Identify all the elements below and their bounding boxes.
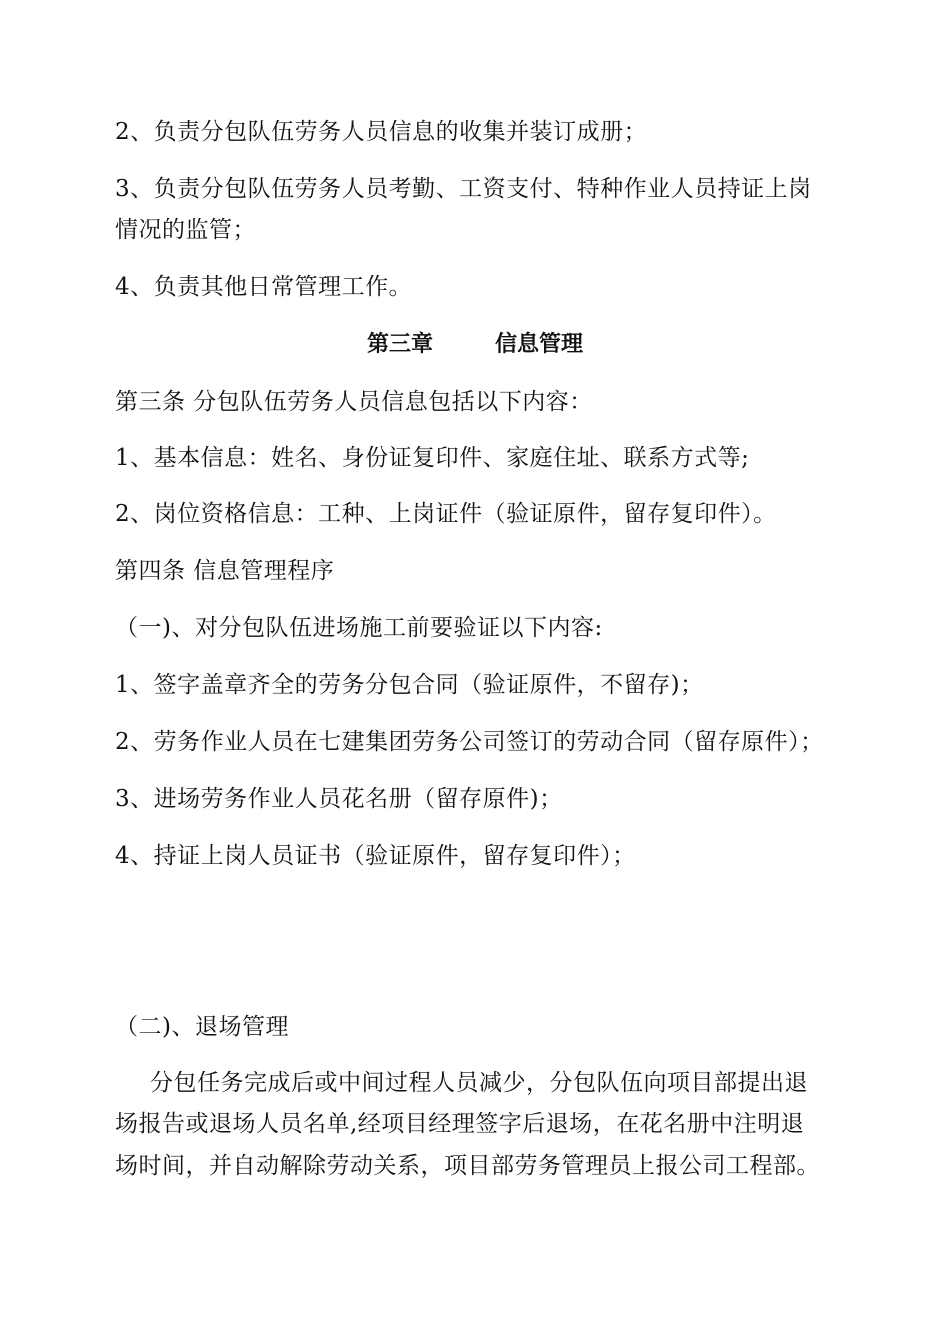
chapter-heading (0, 330, 950, 358)
section-1-item-4: 4、持证上岗人员证书（验证原件，留存复印件）； (115, 843, 636, 869)
chapter-number: 第三章 (366, 331, 433, 357)
article-3-heading: 第三条 分包队伍劳务人员信息包括以下内容： (115, 389, 593, 415)
duty-item-3: 3、负责分包队伍劳务人员考勤、工资支付、特种作业人员持证上岗 (115, 176, 812, 202)
chapter-title: 信息管理 (495, 331, 584, 357)
section-1-item-1: 1、签字盖章齐全的劳务分包合同（验证原件，不留存)； (115, 672, 704, 698)
section-1-item-2: 2、劳务作业人员在七建集团劳务公司签订的劳动合同（留存原件）； (115, 729, 824, 755)
duty-item-3-continued: 情况的监管； (115, 217, 256, 243)
section-2-paragraph-line-3: 场时间，并自动解除劳动关系，项目部劳务管理员上报公司工程部。 (115, 1153, 820, 1179)
section-2-paragraph-line-1: 分包任务完成后或中间过程人员减少，分包队伍向项目部提出退 (150, 1070, 808, 1096)
duty-item-2: 2、负责分包队伍劳务人员信息的收集并装订成册； (115, 119, 648, 145)
section-2-heading: （二)、退场管理 (115, 1014, 289, 1040)
article-3-item-2: 2、岗位资格信息：工种、上岗证件（验证原件，留存复印件）。 (115, 501, 777, 527)
article-4-heading: 第四条 信息管理程序 (115, 558, 335, 584)
section-1-item-3: 3、进场劳务作业人员花名册（留存原件)； (115, 786, 563, 812)
duty-item-4: 4、负责其他日常管理工作。 (115, 274, 413, 300)
section-1-heading: （一)、对分包队伍进场施工前要验证以下内容: (115, 615, 603, 641)
section-2-paragraph-line-2: 场报告或退场人员名单,经项目经理签字后退场，在花名册中注明退 (115, 1111, 805, 1137)
article-3-item-1: 1、基本信息：姓名、身份证复印件、家庭住址、联系方式等; (115, 445, 750, 471)
